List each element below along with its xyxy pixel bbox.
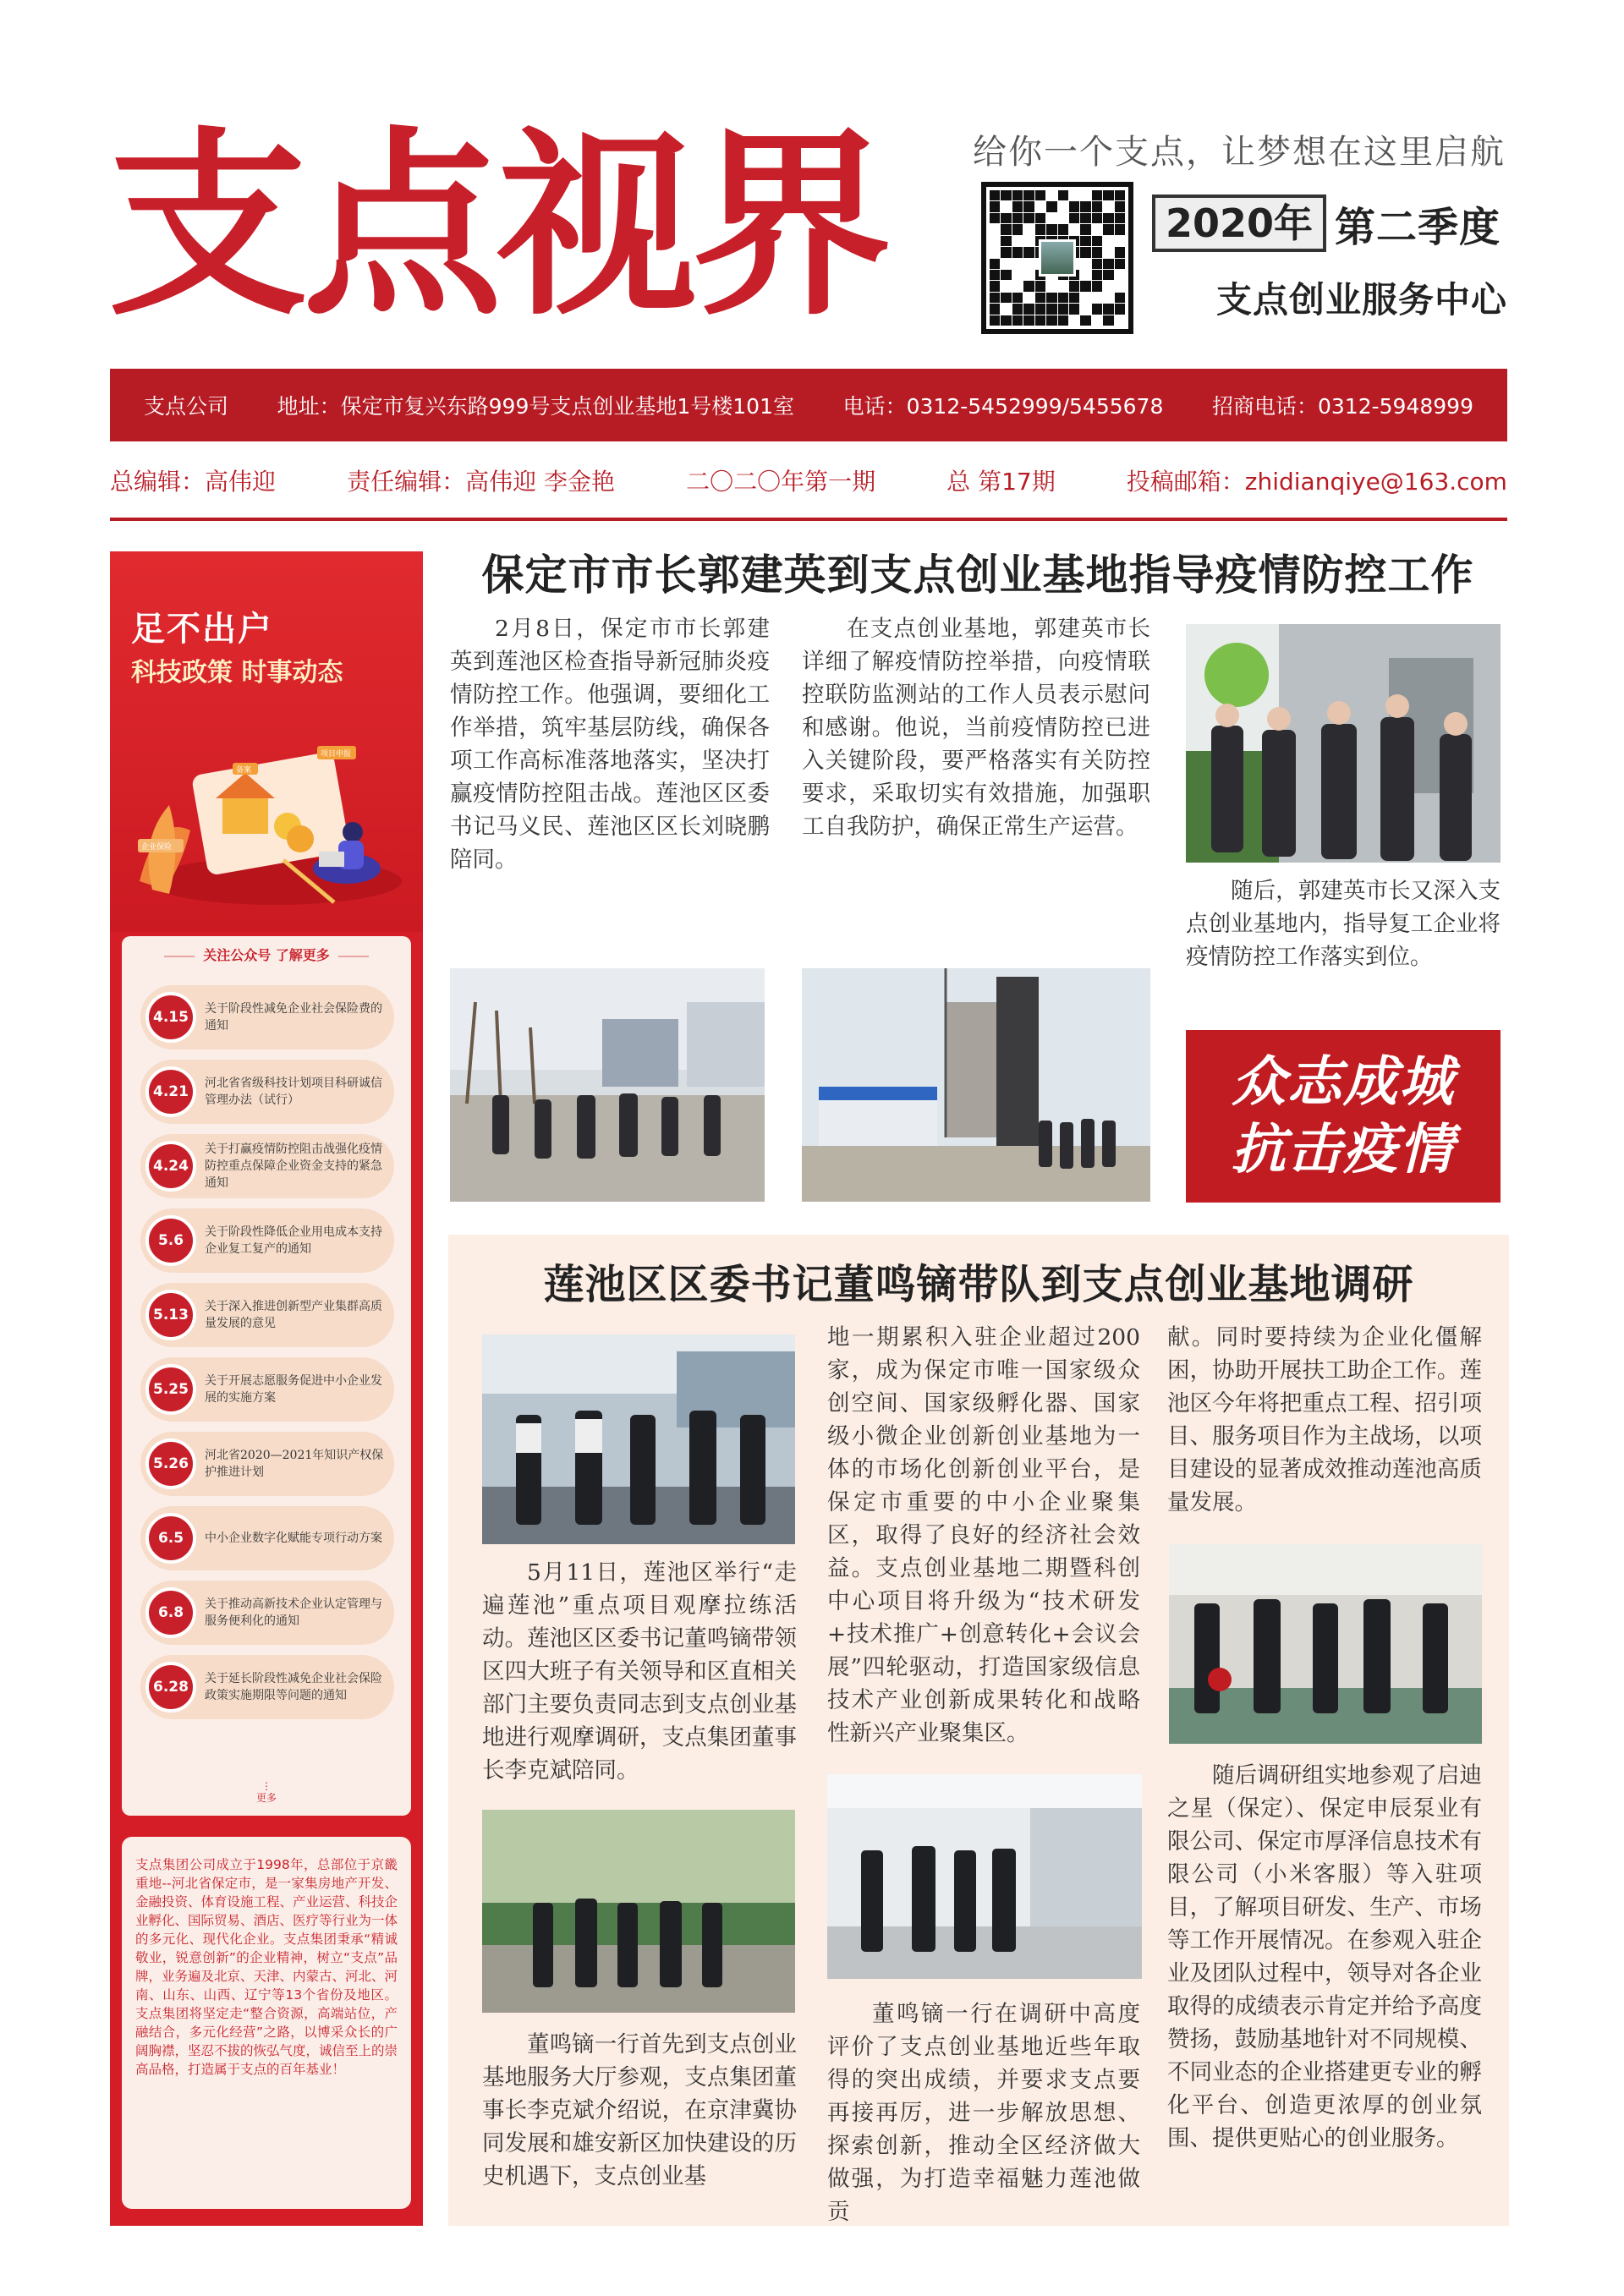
phone: 电话：0312-5452999/5455678 [842, 394, 1164, 419]
notice-item[interactable] [140, 1283, 394, 1347]
year-badge: 2020年 [1152, 195, 1326, 252]
sidebar [110, 551, 423, 2226]
invest-phone: 招商电话：0312-5948999 [1211, 394, 1473, 419]
policy-illustration-icon [131, 712, 410, 915]
qr-code-icon [981, 182, 1133, 334]
photo-service-hall [482, 1810, 795, 2013]
quarter-label: 第二季度 [1335, 203, 1501, 251]
article2-left-p2: 董鸣镝一行首先到支点创业基地服务大厅参观，支点集团董事长李克斌介绍说，在京津冀协同发展和雄安新区加快建设的历史机遇下，支点创业基 [482, 2031, 797, 2189]
more-link[interactable]: ⋮ 更多 [255, 1780, 277, 1804]
chief-editor: 总编辑：高伟迎 [110, 468, 277, 496]
notice-date: 4.21 [145, 1066, 196, 1117]
contact-bar [110, 369, 1507, 441]
season-label [1152, 193, 1501, 254]
notice-text: 关于深入推进创新型产业集群高质量发展的意见 [205, 1300, 382, 1330]
article1-title: 保定市市长郭建英到支点创业基地指导疫情防控工作 [481, 550, 1474, 600]
notice-item[interactable] [140, 1357, 394, 1422]
total-issue: 总 第17期 [946, 468, 1056, 496]
notice-text: 关于开展志愿服务促进中小企业发展的实施方案 [205, 1374, 382, 1405]
banner-title: 足不出户 [131, 610, 273, 649]
notice-date: 6.28 [145, 1662, 196, 1712]
photo-meeting-hall [482, 1334, 795, 1544]
notice-item[interactable] [140, 1060, 394, 1124]
sidebar-banner [110, 551, 423, 932]
article2-mid-p2: 董鸣镝一行在调研中高度评价了支点创业基地近些年取得的突出成绩，并要求支点要再接再厉，进一步解放思想、探索创新，推动全区经济做大做强，为打造幸福魅力莲池做贡 [827, 2001, 1140, 2225]
responsible-editor: 责任编辑：高伟迎 李金艳 [347, 468, 615, 496]
notice-card-header: 关注公众号 了解更多 [122, 945, 411, 964]
badge-line1: 众志成城 [1232, 1050, 1455, 1114]
notice-date: 4.15 [145, 992, 196, 1043]
article2-mid-p1: 地一期累积入驻企业超过200家，成为保定市唯一国家级众创空间、国家级孵化器、国家级小微企业创新创业基地为一体的市场化创新创业平台，是保定市重要的中小企业聚集区，取得了良好的经济社会效益。支点创业基地二期暨科创中心项目将升级为“技术研发+技术推广+创意转化+会议会展”四轮驱动，打造国家级信息技术产业创新成果转化和战略性新兴产业聚集区。 [827, 1324, 1140, 1746]
article1-col3: 随后，郭建英市长又深入支点创业基地内，指导复工企业将疫情防控工作落实到位。 [1186, 878, 1501, 970]
article1-col1: 2月8日，保定市市长郭建英到莲池区检查指导新冠肺炎疫情防控工作。他强调，要细化工作举措，筑牢基层防线，确保各项工作高标准落地落实，坚决打赢疫情防控阻击战。莲池区区委书记马义民、莲池区区长刘晓鹏陪同。 [450, 616, 770, 873]
notice-date: 5.13 [145, 1290, 196, 1340]
banner-subtitle: 科技政策 时事动态 [131, 658, 343, 688]
notice-text: 中小企业数字化赋能专项行动方案 [205, 1532, 382, 1545]
photo-mayor-visit [1186, 624, 1501, 863]
editor-line [110, 463, 1507, 497]
notice-item[interactable] [140, 1506, 394, 1570]
notice-text: 河北省2020—2021年知识产权保护推进计划 [205, 1449, 384, 1479]
photo-lab-tour [827, 1774, 1142, 1979]
badge-line2: 抗击疫情 [1232, 1118, 1455, 1181]
article2-title: 莲池区区委书记董鸣镝带队到支点创业基地调研 [543, 1261, 1414, 1308]
center-name: 支点创业服务中心 [1215, 279, 1507, 321]
article2-left-p1: 5月11日，莲池区举行“走遍莲池”重点项目观摩拉练活动。莲池区区委书记董鸣镝带领区四大班子有关领导和区直相关部门主要负责同志到支点创业基地进行观摩调研，支点集团董事长李克斌陪同。 [482, 1559, 797, 1784]
notice-date: 4.24 [145, 1141, 196, 1192]
notice-card [122, 936, 411, 1816]
fight-epidemic-slogan [1186, 1030, 1501, 1203]
article2-right-p1: 献。同时要持续为企业化僵解困，协助开展扶工助企工作。莲池区今年将把重点工程、招引项目、服务项目作为主战场，以项目建设的显著成效推动莲池高质量发展。 [1167, 1324, 1482, 1515]
photo-inspection-walk [450, 968, 765, 1202]
notice-item[interactable] [140, 1134, 394, 1198]
company-name: 支点公司 [144, 394, 229, 419]
notice-text: 关于打赢疫情防控阻击战强化疫情防控重点保障企业资金支持的紧急通知 [205, 1143, 382, 1190]
notice-date: 6.8 [145, 1587, 196, 1638]
slogan: 给你一个支点，让梦想在这里启航 [973, 133, 1506, 172]
notice-text: 河北省省级科技计划项目科研诚信管理办法（试行） [205, 1077, 382, 1107]
notice-text: 关于阶段性减免企业社会保险费的通知 [205, 1002, 382, 1033]
divider [110, 518, 1507, 521]
notice-date: 6.5 [145, 1513, 196, 1564]
notice-item[interactable] [140, 1208, 394, 1273]
notice-date: 5.25 [145, 1364, 196, 1415]
article1-col2: 在支点创业基地，郭建英市长详细了解疫情防控举措，向疫情联控联防监测站的工作人员表示慰问和感谢。他说，当前疫情防控已进入关键阶段，要严格落实有关防控要求，采取切实有效措施，加强职工自我防护，确保正常生产运营。 [802, 616, 1150, 840]
illu-tag-1: 备案 [236, 766, 252, 775]
notice-text: 关于阶段性降低企业用电成本支持企业复工复产的通知 [205, 1225, 382, 1256]
notice-item[interactable] [140, 1655, 394, 1719]
notice-date: 5.6 [145, 1215, 196, 1266]
illu-tag-2: 项目申报 [321, 750, 352, 759]
photo-office-visit [1169, 1544, 1482, 1744]
illu-tag-3: 企业保险 [141, 843, 173, 852]
notice-item[interactable] [140, 1581, 394, 1645]
masthead-title: 支点视界 [108, 110, 887, 342]
photo-base-gate [802, 968, 1150, 1202]
issue-number: 二〇二〇年第一期 [686, 468, 876, 496]
company-intro: 支点集团公司成立于1998年，总部位于京畿重地--河北省保定市，是一家集房地产开发、金融投资、体育设施工程、产业运营、科技企业孵化、国际贸易、酒店、医疗等行业为一体的多元化、现代化企业。支点集团秉承“精诚敬业，锐意创新”的企业精神，树立“支点”品牌，业务遍及北京、天津、内蒙古、河北、河南、山东、山西、辽宁等13个省份及地区。支点集团将坚定走“整合资源，高端站位，产融结合，多元化经营”之路，以博采众长的广阔胸襟，坚忍不拔的恢弘气度，诚信至上的崇高品格，打造属于支点的百年基业！ [122, 1837, 411, 2209]
notice-date: 5.26 [145, 1438, 196, 1489]
article2-right-p2: 随后调研组实地参观了启迪之星（保定）、保定申辰泵业有限公司、保定市厚泽信息技术有限公司（小米客服）等入驻项目，了解项目研发、生产、市场等工作开展情况。在参观入驻企业及团队过程中，领导对各企业取得的成绩表示肯定并给予高度赞扬，鼓励基地针对不同规模、不同业态的企业搭建更专业的孵化平台、创造更浓厚的创业氛围、提供更贴心的创业服务。 [1167, 1762, 1482, 2151]
notice-item[interactable] [140, 985, 394, 1049]
submission-email[interactable]: 投稿邮箱：zhidianqiye@163.com [1126, 468, 1507, 496]
notice-text: 关于延长阶段性减免企业社会保险政策实施期限等问题的通知 [205, 1672, 382, 1702]
address: 地址：保定市复兴东路999号支点创业基地1号楼101室 [277, 394, 794, 419]
notice-text: 关于推动高新技术企业认定管理与服务便利化的通知 [205, 1597, 382, 1628]
notice-item[interactable] [140, 1432, 394, 1496]
